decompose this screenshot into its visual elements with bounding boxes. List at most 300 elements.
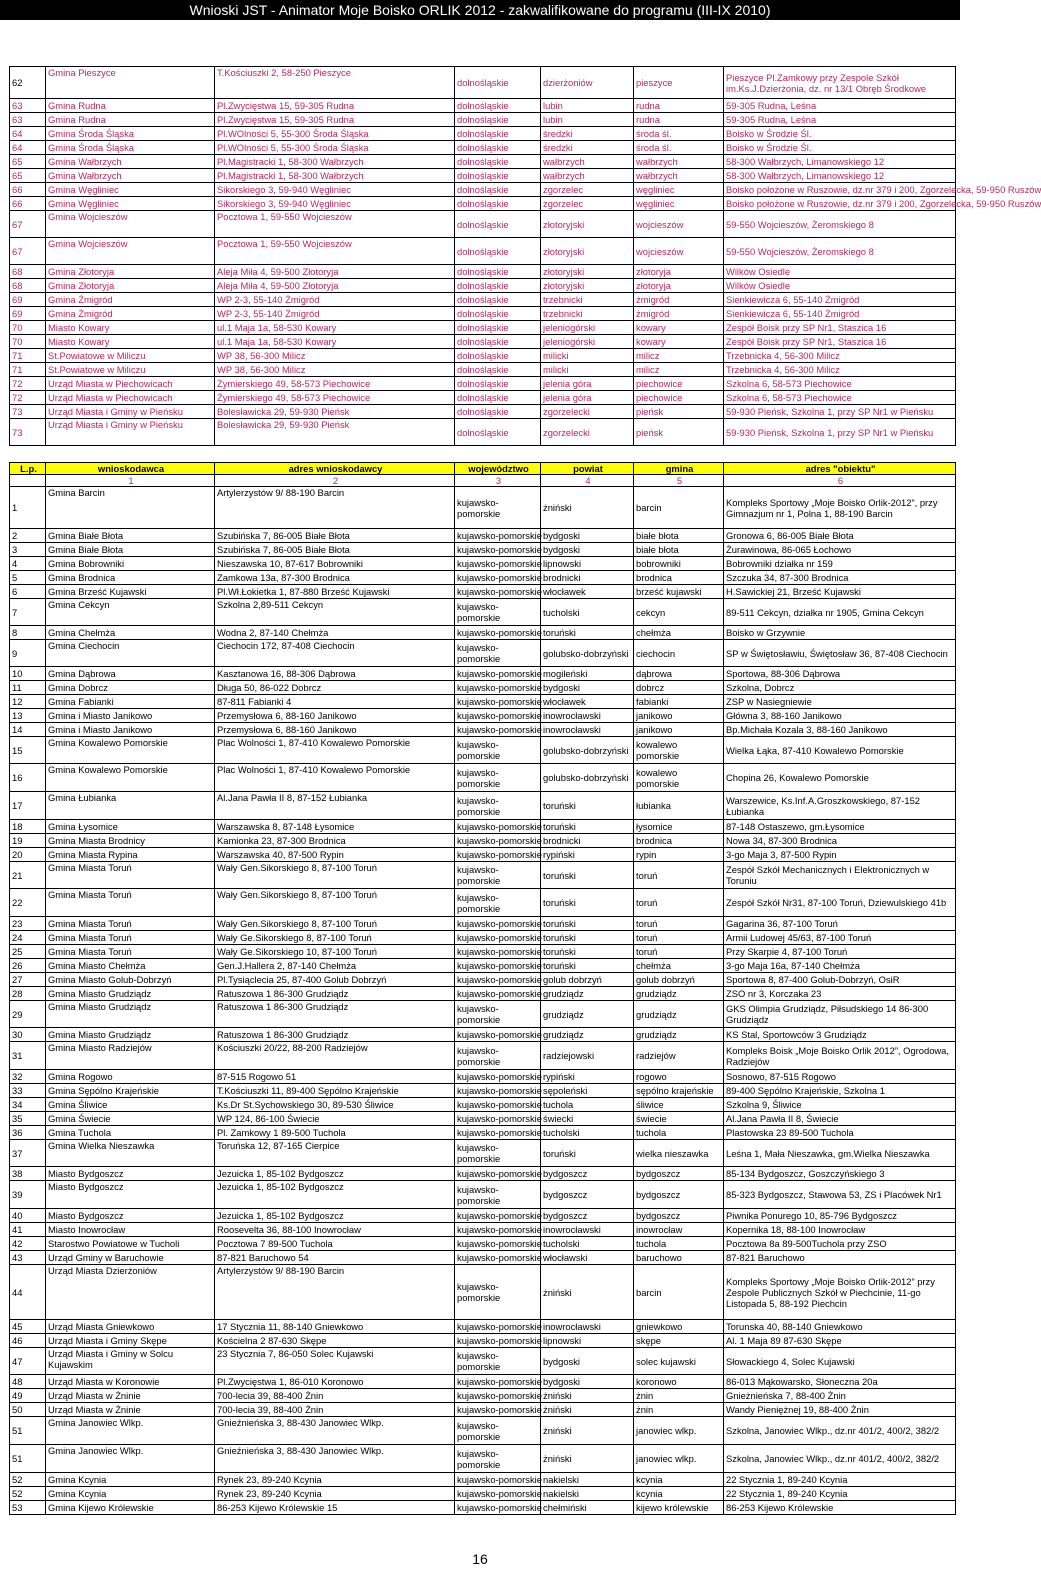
cell-gmina: piechowice <box>634 377 724 391</box>
cell-adres-wnioskodawcy: Pl.Zwycięstwa 1, 86-010 Koronowo <box>215 1375 455 1389</box>
cell-powiat: bydgoszcz <box>541 1167 634 1181</box>
cell-wojewodztwo: kujawsko-pomorskie <box>455 1417 541 1445</box>
cell-adres-wnioskodawcy: Al.Jana Pawła II 8, 87-152 Łubianka <box>215 792 455 820</box>
cell-wnioskodawca: Urząd Miasta Dzierżoniów <box>46 1265 215 1320</box>
cell-gmina: wojcieszów <box>634 238 724 265</box>
cell-powiat: toruński <box>541 1140 634 1167</box>
cell-lp: 64 <box>10 141 46 155</box>
cell-wojewodztwo: kujawsko-pomorskie <box>455 737 541 764</box>
cell-lp: 69 <box>10 293 46 307</box>
cell-wojewodztwo: dolnośląskie <box>455 265 541 279</box>
cell-powiat: tucholski <box>541 1237 634 1251</box>
cell-gmina: tuchola <box>634 1126 724 1140</box>
table-row <box>10 211 956 238</box>
cell-adres-wnioskodawcy: 700-lecia 39, 88-400 Żnin <box>215 1389 455 1403</box>
cell-adres-obiektu: 59-305 Rudna, Leśna <box>724 99 956 113</box>
table-row <box>10 1389 956 1403</box>
cell-wojewodztwo: kujawsko-pomorskie <box>455 973 541 987</box>
table-dolnoslaskie <box>9 66 1041 446</box>
cell-wnioskodawca: Gmina Kowalewo Pomorskie <box>46 737 215 764</box>
cell-adres-wnioskodawcy: Bolesławicka 29, 59-930 Pieńsk <box>215 419 455 446</box>
cell-gmina: ciechocin <box>634 640 724 667</box>
table-row <box>10 585 956 599</box>
table-row <box>10 862 956 889</box>
cell-adres-wnioskodawcy: Plac Wolności 1, 87-410 Kowalewo Pomorskie <box>215 764 455 792</box>
cell-wojewodztwo: dolnośląskie <box>455 113 541 127</box>
cell-gmina: białe błota <box>634 529 724 543</box>
cell-wojewodztwo: dolnośląskie <box>455 377 541 391</box>
table-row <box>10 197 956 211</box>
table-row <box>10 1209 956 1223</box>
table-row <box>10 945 956 959</box>
cell-lp: 73 <box>10 419 46 446</box>
cell-wnioskodawca: Urząd Miasta w Żninie <box>46 1403 215 1417</box>
cell-gmina: chełmża <box>634 626 724 640</box>
cell-gmina: kowalewo pomorskie <box>634 737 724 764</box>
cell-gmina: cekcyn <box>634 599 724 626</box>
cell-wnioskodawca: Gmina Tuchola <box>46 1126 215 1140</box>
cell-powiat: świecki <box>541 1112 634 1126</box>
cell-adres-obiektu: Armii Ludowej 45/63, 87-100 Toruń <box>724 931 956 945</box>
cell-wojewodztwo: dolnośląskie <box>455 99 541 113</box>
cell-adres-wnioskodawcy: Toruńska 12, 87-165 Cierpice <box>215 1140 455 1167</box>
cell-wojewodztwo: kujawsko-pomorskie <box>455 1112 541 1126</box>
cell-adres-wnioskodawcy: Jezuicka 1, 85-102 Bydgoszcz <box>215 1167 455 1181</box>
table-row <box>10 834 956 848</box>
cell-adres-wnioskodawcy: Pl.Zwycięstwa 15, 59-305 Rudna <box>215 99 455 113</box>
cell-lp: 32 <box>10 1070 46 1084</box>
cell-adres-wnioskodawcy: Kościelna 2 87-630 Skępe <box>215 1334 455 1348</box>
cell-wnioskodawca: Gmina Złotoryja <box>46 279 215 293</box>
cell-adres-obiektu: ZSO nr 3, Korczaka 23 <box>724 987 956 1001</box>
table-row <box>10 1445 956 1473</box>
col-number: 6 <box>724 475 956 487</box>
cell-adres-wnioskodawcy: Pocztowa 1, 59-550 Wojcieszów <box>215 238 455 265</box>
cell-wojewodztwo: kujawsko-pomorskie <box>455 987 541 1001</box>
cell-adres-wnioskodawcy: Ks.Dr St.Sychowskiego 30, 89-530 Śliwice <box>215 1098 455 1112</box>
cell-wnioskodawca: Gmina Janowiec Wlkp. <box>46 1417 215 1445</box>
cell-lp: 48 <box>10 1375 46 1389</box>
cell-powiat: brodnicki <box>541 571 634 585</box>
cell-gmina: milicz <box>634 363 724 377</box>
cell-wojewodztwo: kujawsko-pomorskie <box>455 1167 541 1181</box>
cell-gmina: janowiec wlkp. <box>634 1417 724 1445</box>
cell-lp: 29 <box>10 1001 46 1028</box>
cell-wnioskodawca: Gmina Żmigród <box>46 307 215 321</box>
cell-gmina: śliwice <box>634 1098 724 1112</box>
table-row <box>10 1112 956 1126</box>
cell-wojewodztwo: kujawsko-pomorskie <box>455 862 541 889</box>
cell-gmina: skępe <box>634 1334 724 1348</box>
cell-wojewodztwo: kujawsko-pomorskie <box>455 487 541 529</box>
cell-wnioskodawca: Gmina Cekcyn <box>46 599 215 626</box>
cell-lp: 51 <box>10 1445 46 1473</box>
cell-wnioskodawca: Gmina Węgliniec <box>46 197 215 211</box>
cell-adres-wnioskodawcy: 87-515 Rogowo 51 <box>215 1070 455 1084</box>
cell-wnioskodawca: Miasto Kowary <box>46 321 215 335</box>
table-row <box>10 321 956 335</box>
cell-lp: 20 <box>10 848 46 862</box>
cell-adres-obiektu: Pieszyce Pl.Zamkowy przy Zespole Szkół im.Ks.J.Dzierżonia, dz. nr 13/1 Obręb Środkowe <box>724 67 956 99</box>
cell-wojewodztwo: kujawsko-pomorskie <box>455 1098 541 1112</box>
cell-adres-wnioskodawcy: Pl.WOlności 5, 55-300 Środa Śląska <box>215 127 455 141</box>
cell-gmina: toruń <box>634 945 724 959</box>
cell-powiat: inowrocławski <box>541 1320 634 1334</box>
cell-wojewodztwo: kujawsko-pomorskie <box>455 1209 541 1223</box>
cell-wojewodztwo: kujawsko-pomorskie <box>455 640 541 667</box>
table-row <box>10 279 956 293</box>
cell-wojewodztwo: kujawsko-pomorskie <box>455 1320 541 1334</box>
cell-gmina: żmigród <box>634 307 724 321</box>
table-row <box>10 1042 956 1070</box>
cell-wojewodztwo: dolnośląskie <box>455 183 541 197</box>
cell-wnioskodawca: Starostwo Powiatowe w Tucholi <box>46 1237 215 1251</box>
cell-powiat: złotoryjski <box>541 279 634 293</box>
cell-wojewodztwo: kujawsko-pomorskie <box>455 820 541 834</box>
cell-wnioskodawca: Gmina Miasta Toruń <box>46 889 215 917</box>
table-row <box>10 1334 956 1348</box>
cell-wojewodztwo: kujawsko-pomorskie <box>455 1265 541 1320</box>
cell-gmina: brodnica <box>634 571 724 585</box>
cell-wojewodztwo: kujawsko-pomorskie <box>455 1084 541 1098</box>
cell-wnioskodawca: Gmina Łubianka <box>46 792 215 820</box>
cell-wnioskodawca: Gmina Brodnica <box>46 571 215 585</box>
cell-powiat: złotoryjski <box>541 265 634 279</box>
cell-wojewodztwo: kujawsko-pomorskie <box>455 848 541 862</box>
cell-gmina: fabianki <box>634 695 724 709</box>
cell-wojewodztwo: kujawsko-pomorskie <box>455 1181 541 1209</box>
cell-wojewodztwo: kujawsko-pomorskie <box>455 571 541 585</box>
cell-gmina: wojcieszów <box>634 211 724 238</box>
cell-wnioskodawca: Gmina Sępólno Krajeńskie <box>46 1084 215 1098</box>
col-header-powiat: powiat <box>541 463 634 475</box>
table-row <box>10 377 956 391</box>
cell-wojewodztwo: kujawsko-pomorskie <box>455 626 541 640</box>
cell-wojewodztwo: dolnośląskie <box>455 419 541 446</box>
cell-gmina: milicz <box>634 349 724 363</box>
cell-wojewodztwo: kujawsko-pomorskie <box>455 1042 541 1070</box>
cell-powiat: milicki <box>541 363 634 377</box>
cell-adres-obiektu: Trzebnicka 4, 56-300 Milicz <box>724 349 956 363</box>
table-row <box>10 709 956 723</box>
cell-powiat: golub dobrzyń <box>541 973 634 987</box>
cell-wojewodztwo: kujawsko-pomorskie <box>455 1334 541 1348</box>
cell-adres-wnioskodawcy: Żymierskiego 49, 58-573 Piechowice <box>215 391 455 405</box>
table-row <box>10 141 956 155</box>
cell-lp: 42 <box>10 1237 46 1251</box>
cell-adres-obiektu: Szczuka 34, 87-300 Brodnica <box>724 571 956 585</box>
cell-wnioskodawca: Gmina Chełmża <box>46 626 215 640</box>
cell-lp: 47 <box>10 1348 46 1375</box>
cell-adres-obiektu: Słowackiego 4, Solec Kujawski <box>724 1348 956 1375</box>
cell-wojewodztwo: kujawsko-pomorskie <box>455 529 541 543</box>
table-row <box>10 1028 956 1042</box>
cell-gmina: gniewkowo <box>634 1320 724 1334</box>
cell-wojewodztwo: kujawsko-pomorskie <box>455 1028 541 1042</box>
cell-powiat: włocławski <box>541 1251 634 1265</box>
cell-wnioskodawca: Gmina Miasto Radziejów <box>46 1042 215 1070</box>
cell-gmina: brześć kujawski <box>634 585 724 599</box>
cell-adres-obiektu: Piwnika Ponurego 10, 85-796 Bydgoszcz <box>724 1209 956 1223</box>
cell-lp: 62 <box>10 67 46 99</box>
cell-adres-wnioskodawcy: WP 38, 56-300 Milicz <box>215 349 455 363</box>
cell-adres-obiektu: Al.Jana Pawła II 8, Świecie <box>724 1112 956 1126</box>
cell-gmina: bobrowniki <box>634 557 724 571</box>
table-row <box>10 1375 956 1389</box>
cell-adres-wnioskodawcy: WP 2-3, 55-140 Żmigród <box>215 307 455 321</box>
cell-gmina: kcynia <box>634 1473 724 1487</box>
table-header-row <box>10 463 956 475</box>
cell-gmina: złotoryja <box>634 265 724 279</box>
cell-wojewodztwo: dolnośląskie <box>455 169 541 183</box>
cell-adres-wnioskodawcy: Sikorskiego 3, 59-940 Węgliniec <box>215 197 455 211</box>
table-row <box>10 1348 956 1375</box>
table-row <box>10 67 956 99</box>
cell-gmina: janikowo <box>634 709 724 723</box>
cell-adres-wnioskodawcy: WP 38, 56-300 Milicz <box>215 363 455 377</box>
cell-wnioskodawca: Miasto Inowrocław <box>46 1223 215 1237</box>
cell-lp: 6 <box>10 585 46 599</box>
cell-wojewodztwo: kujawsko-pomorskie <box>455 1473 541 1487</box>
cell-powiat: tucholski <box>541 1126 634 1140</box>
cell-wojewodztwo: dolnośląskie <box>455 127 541 141</box>
cell-wnioskodawca: Gmina Kcynia <box>46 1487 215 1501</box>
cell-lp: 33 <box>10 1084 46 1098</box>
cell-gmina: żnin <box>634 1389 724 1403</box>
cell-powiat: golubsko-dobrzyński <box>541 737 634 764</box>
cell-wnioskodawca: Gmina Miasto Golub-Dobrzyń <box>46 973 215 987</box>
cell-lp: 8 <box>10 626 46 640</box>
table-row <box>10 1084 956 1098</box>
cell-adres-wnioskodawcy: Kasztanowa 16, 88-306 Dąbrowa <box>215 667 455 681</box>
cell-lp: 28 <box>10 987 46 1001</box>
cell-adres-obiektu: 59-930 Pieńsk, Szkolna 1, przy SP Nr1 w Pieńsku <box>724 405 956 419</box>
cell-lp: 9 <box>10 640 46 667</box>
table-row <box>10 543 956 557</box>
cell-gmina: łubianka <box>634 792 724 820</box>
table-row <box>10 1265 956 1320</box>
cell-lp: 1 <box>10 487 46 529</box>
cell-powiat: inowrocławski <box>541 709 634 723</box>
cell-adres-obiektu: 86-253 Kijewo Królewskie <box>724 1501 956 1515</box>
cell-adres-wnioskodawcy: ul.1 Maja 1a, 58-530 Kowary <box>215 335 455 349</box>
cell-adres-obiektu: Szkolna 6, 58-573 Piechowice <box>724 377 956 391</box>
cell-wojewodztwo: dolnośląskie <box>455 363 541 377</box>
cell-powiat: bydgoski <box>541 681 634 695</box>
table-row <box>10 1001 956 1028</box>
col-number: 2 <box>215 475 455 487</box>
cell-wojewodztwo: dolnośląskie <box>455 391 541 405</box>
table-row <box>10 1501 956 1515</box>
cell-wojewodztwo: kujawsko-pomorskie <box>455 543 541 557</box>
cell-adres-obiektu: Gronowa 6, 86-005 Białe Błota <box>724 529 956 543</box>
cell-adres-wnioskodawcy: Ratuszowa 1 86-300 Grudziądz <box>215 987 455 1001</box>
cell-wnioskodawca: Urząd Miasta i Gminy w Pieńsku <box>46 405 215 419</box>
cell-powiat: brodnicki <box>541 834 634 848</box>
cell-powiat: żniński <box>541 1417 634 1445</box>
cell-gmina: baruchowo <box>634 1251 724 1265</box>
cell-adres-obiektu: 3-go Maja 3, 87-500 Rypin <box>724 848 956 862</box>
cell-wojewodztwo: kujawsko-pomorskie <box>455 1001 541 1028</box>
table-row <box>10 973 956 987</box>
cell-wnioskodawca: Miasto Bydgoszcz <box>46 1167 215 1181</box>
cell-gmina: barcin <box>634 487 724 529</box>
table-row <box>10 764 956 792</box>
cell-adres-wnioskodawcy: Szkolna 2,89-511 Cekcyn <box>215 599 455 626</box>
cell-wojewodztwo: dolnośląskie <box>455 349 541 363</box>
cell-adres-obiektu: Kopernika 18, 88-100 Inowrocław <box>724 1223 956 1237</box>
cell-adres-wnioskodawcy: Pl. Zamkowy 1 89-500 Tuchola <box>215 1126 455 1140</box>
table-row <box>10 557 956 571</box>
cell-powiat: włocławek <box>541 695 634 709</box>
cell-lp: 38 <box>10 1167 46 1181</box>
cell-wnioskodawca: Gmina Miasto Grudziądz <box>46 987 215 1001</box>
table-row <box>10 335 956 349</box>
cell-powiat: włocławek <box>541 585 634 599</box>
table-row <box>10 363 956 377</box>
cell-wnioskodawca: Gmina Kowalewo Pomorskie <box>46 764 215 792</box>
col-header-gmina: gmina <box>634 463 724 475</box>
cell-wojewodztwo: kujawsko-pomorskie <box>455 667 541 681</box>
cell-wnioskodawca: Gmina Rogowo <box>46 1070 215 1084</box>
table-row <box>10 792 956 820</box>
cell-adres-wnioskodawcy: Żymierskiego 49, 58-573 Piechowice <box>215 377 455 391</box>
cell-gmina: węgliniec <box>634 197 724 211</box>
cell-wojewodztwo: kujawsko-pomorskie <box>455 1070 541 1084</box>
cell-wnioskodawca: Gmina Łysomice <box>46 820 215 834</box>
cell-gmina: bydgoszcz <box>634 1181 724 1209</box>
cell-lp: 27 <box>10 973 46 987</box>
cell-powiat: lubin <box>541 113 634 127</box>
cell-powiat: toruński <box>541 945 634 959</box>
cell-wnioskodawca: Urząd Miasta w Koronowie <box>46 1375 215 1389</box>
cell-adres-wnioskodawcy: Nieszawska 10, 87-617 Bobrowniki <box>215 557 455 571</box>
cell-gmina: rudna <box>634 99 724 113</box>
cell-powiat: toruński <box>541 931 634 945</box>
cell-adres-obiektu: Wilków Osiedle <box>724 279 956 293</box>
cell-powiat: żniński <box>541 1265 634 1320</box>
cell-adres-obiektu: SP w Świętosławiu, Świętosław 36, 87-408 Ciechocin <box>724 640 956 667</box>
cell-powiat: żniński <box>541 1389 634 1403</box>
cell-wnioskodawca: Gmina Miasta Rypina <box>46 848 215 862</box>
table-row <box>10 917 956 931</box>
cell-adres-obiektu: GKS Olimpia Grudziądz, Piłsudskiego 14 86-300 Grudziądz <box>724 1001 956 1028</box>
cell-adres-obiektu: 59-305 Rudna, Leśna <box>724 113 956 127</box>
cell-adres-obiektu: Wielka Łąka, 87-410 Kowalewo Pomorskie <box>724 737 956 764</box>
cell-powiat: złotoryjski <box>541 211 634 238</box>
cell-lp: 70 <box>10 335 46 349</box>
cell-powiat: nakielski <box>541 1487 634 1501</box>
cell-adres-wnioskodawcy: Warszawska 40, 87-500 Rypin <box>215 848 455 862</box>
cell-wnioskodawca: Gmina Śliwice <box>46 1098 215 1112</box>
table-row <box>10 959 956 973</box>
cell-powiat: mogileński <box>541 667 634 681</box>
cell-wnioskodawca: Gmina Wojcieszów <box>46 211 215 238</box>
cell-gmina: rudna <box>634 113 724 127</box>
cell-adres-wnioskodawcy: Gnieźnieńska 3, 88-430 Janowiec Wlkp. <box>215 1417 455 1445</box>
cell-adres-wnioskodawcy: Przemysłowa 6, 88-160 Janikowo <box>215 709 455 723</box>
cell-wnioskodawca: Gmina Miasto Grudziądz <box>46 1001 215 1028</box>
cell-gmina: dąbrowa <box>634 667 724 681</box>
cell-lp: 4 <box>10 557 46 571</box>
cell-wojewodztwo: kujawsko-pomorskie <box>455 1348 541 1375</box>
cell-adres-wnioskodawcy: Rynek 23, 89-240 Kcynia <box>215 1473 455 1487</box>
cell-adres-obiektu: 85-134 Bydgoszcz, Goszczyńskiego 3 <box>724 1167 956 1181</box>
cell-adres-wnioskodawcy: Gnieźnieńska 3, 88-430 Janowiec Wlkp. <box>215 1445 455 1473</box>
cell-lp: 50 <box>10 1403 46 1417</box>
cell-adres-wnioskodawcy: Wały Gen.Sikorskiego 8, 87-100 Toruń <box>215 862 455 889</box>
cell-adres-obiektu: Żurawinowa, 86-065 Łochowo <box>724 543 956 557</box>
cell-adres-wnioskodawcy: Pl.Magistracki 1, 58-300 Wałbrzych <box>215 169 455 183</box>
cell-wnioskodawca: Gmina Barcin <box>46 487 215 529</box>
cell-adres-obiektu: Szkolna, Janowiec Wlkp., dz.nr 401/2, 400/2, 382/2 <box>724 1417 956 1445</box>
cell-wojewodztwo: kujawsko-pomorskie <box>455 585 541 599</box>
cell-lp: 70 <box>10 321 46 335</box>
cell-powiat: lipnowski <box>541 557 634 571</box>
cell-lp: 18 <box>10 820 46 834</box>
col-number <box>10 475 46 487</box>
cell-gmina: grudziądz <box>634 1001 724 1028</box>
cell-powiat: grudziądz <box>541 1001 634 1028</box>
cell-wojewodztwo: kujawsko-pomorskie <box>455 834 541 848</box>
cell-adres-wnioskodawcy: Kamionka 23, 87-300 Brodnica <box>215 834 455 848</box>
cell-lp: 52 <box>10 1473 46 1487</box>
cell-adres-obiektu: Zespół Boisk przy SP Nr1, Staszica 16 <box>724 321 956 335</box>
cell-wnioskodawca: Gmina i Miasto Janikowo <box>46 709 215 723</box>
cell-wnioskodawca: Miasto Bydgoszcz <box>46 1181 215 1209</box>
cell-wnioskodawca: Gmina Węgliniec <box>46 183 215 197</box>
cell-adres-obiektu: Zespół Szkół Mechanicznych i Elektronicznych w Toruniu <box>724 862 956 889</box>
cell-gmina: bydgoszcz <box>634 1167 724 1181</box>
cell-wojewodztwo: dolnośląskie <box>455 405 541 419</box>
table-row <box>10 681 956 695</box>
cell-powiat: żniński <box>541 1445 634 1473</box>
cell-lp: 65 <box>10 169 46 183</box>
cell-lp: 67 <box>10 211 46 238</box>
cell-wojewodztwo: dolnośląskie <box>455 67 541 99</box>
cell-lp: 73 <box>10 405 46 419</box>
cell-wnioskodawca: Gmina Ciechocin <box>46 640 215 667</box>
cell-wnioskodawca: Gmina Kcynia <box>46 1473 215 1487</box>
cell-adres-obiektu: Wilków Osiedle <box>724 265 956 279</box>
cell-wojewodztwo: kujawsko-pomorskie <box>455 1237 541 1251</box>
table-row <box>10 931 956 945</box>
column-number-row <box>10 475 956 487</box>
table-row <box>10 599 956 626</box>
cell-wojewodztwo: kujawsko-pomorskie <box>455 917 541 931</box>
table-row <box>10 183 956 197</box>
cell-lp: 46 <box>10 1334 46 1348</box>
cell-adres-obiektu: Sosnowo, 87-515 Rogowo <box>724 1070 956 1084</box>
cell-gmina: janikowo <box>634 723 724 737</box>
cell-wnioskodawca: Gmina Świecie <box>46 1112 215 1126</box>
cell-gmina: żnin <box>634 1403 724 1417</box>
cell-adres-obiektu: 87-821 Baruchowo <box>724 1251 956 1265</box>
cell-gmina: grudziądz <box>634 1028 724 1042</box>
cell-adres-obiektu: Gnieżnieńska 7, 88-400 Żnin <box>724 1389 956 1403</box>
cell-powiat: radziejowski <box>541 1042 634 1070</box>
col-header-wnioskodawca: wnioskodawca <box>46 463 215 475</box>
cell-adres-wnioskodawcy: Warszawska 8, 87-148 Łysomice <box>215 820 455 834</box>
cell-powiat: trzebnicki <box>541 307 634 321</box>
cell-adres-obiektu: 22 Stycznia 1, 89-240 Kcynia <box>724 1487 956 1501</box>
cell-wnioskodawca: Gmina Miasta Toruń <box>46 931 215 945</box>
page-header: Wnioski JST - Animator Moje Boisko ORLIK 2012 - zakwalifikowane do programu (III-IX 2010) <box>0 0 960 20</box>
cell-adres-obiektu: Kompleks Sportowy „Moje Boisko Orlik-2012” przy Zespole Publicznych Szkół w Piechcinie, 11-go Listopada 5, 88-192 Piechcin <box>724 1265 956 1320</box>
cell-powiat: średzki <box>541 141 634 155</box>
cell-adres-wnioskodawcy: Artylerzystów 9/ 88-190 Barcin <box>215 487 455 529</box>
cell-adres-wnioskodawcy: 23 Stycznia 7, 86-050 Solec Kujawski <box>215 1348 455 1375</box>
